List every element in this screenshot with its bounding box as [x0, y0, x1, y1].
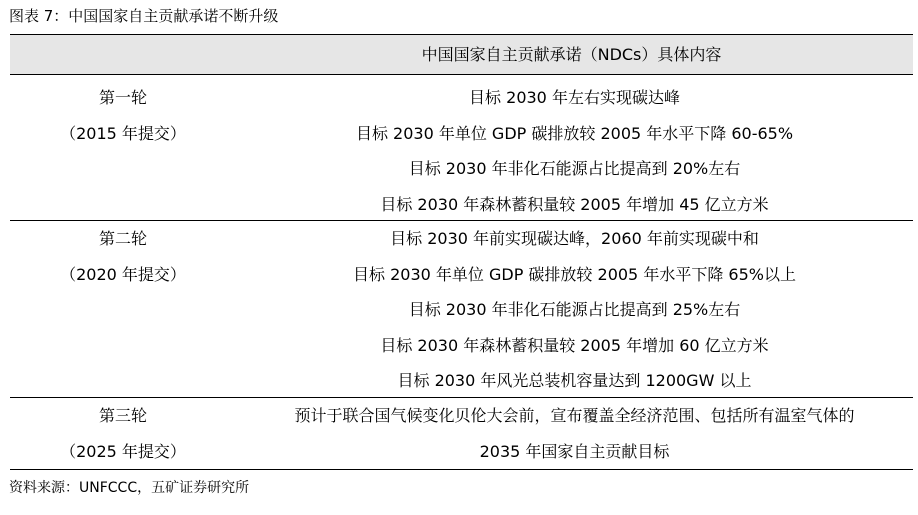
commitment-item: 预计于联合国气候变化贝伦大会前，宣布覆盖全经济范围、包括所有温室气体的 [294, 406, 855, 425]
commitment-item: 目标 2030 年非化石能源占比提高到 20%左右 [408, 159, 741, 178]
round-year: （2025 年提交） [60, 441, 186, 461]
table-header-rule [10, 74, 913, 75]
round-year: （2020 年提交） [60, 264, 186, 284]
round-cell [10, 221, 236, 292]
commitment-item: 目标 2030 年单位 GDP 碳排放较 2005 年水平下降 60-65% [355, 123, 794, 143]
commitment-item: 目标 2030 年森林蓄积量较 2005 年增加 60 亿立方米 [380, 335, 769, 355]
commitment-item: 目标 2030 年风光总装机容量达到 1200GW 以上 [397, 371, 752, 390]
content-cell [236, 221, 913, 399]
commitment-item: 目标 2030 年前实现碳达峰，2060 年前实现碳中和 [390, 229, 759, 248]
content-cell [236, 80, 913, 222]
round-label: 第三轮 [98, 406, 147, 425]
commitment-item: 目标 2030 年非化石能源占比提高到 25%左右 [408, 300, 741, 319]
commitment-item: 目标 2030 年单位 GDP 碳排放较 2005 年水平下降 65%以上 [353, 264, 796, 284]
source-note: 资料来源：UNFCCC，五矿证券研究所 [9, 480, 250, 496]
table-bottom-rule [10, 469, 913, 470]
round-label: 第二轮 [98, 229, 147, 248]
round-label: 第一轮 [98, 88, 147, 107]
content-cell [236, 398, 913, 469]
round-cell [10, 80, 236, 151]
commitment-item: 目标 2030 年森林蓄积量较 2005 年增加 45 亿立方米 [380, 194, 769, 214]
commitment-item: 目标 2030 年左右实现碳达峰 [469, 88, 680, 107]
figure-caption: 图表 7：中国国家自主贡献承诺不断升级 [9, 7, 279, 25]
table-header-title: 中国国家自主贡献承诺（NDCs）具体内容 [421, 45, 722, 64]
round-cell [10, 398, 236, 469]
table-header [10, 35, 913, 74]
round-year: （2015 年提交） [60, 123, 186, 143]
commitment-item: 2035 年国家自主贡献目标 [479, 441, 670, 461]
